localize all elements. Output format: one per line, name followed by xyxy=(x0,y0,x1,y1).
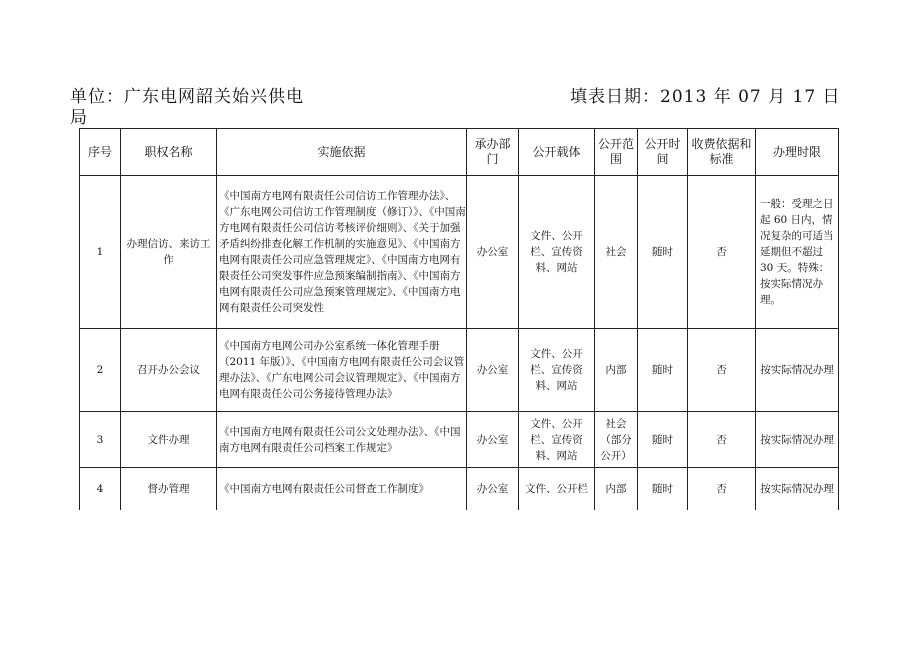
power-list-table xyxy=(79,128,839,510)
col-header-no: 序号 xyxy=(80,129,121,176)
row-time: 随时 xyxy=(638,468,688,511)
table-row xyxy=(80,176,839,329)
row-scope: 社会（部分公开） xyxy=(595,412,638,468)
row-dept: 办公室 xyxy=(467,329,519,412)
row-no: 1 xyxy=(80,176,121,329)
row-basis-text: 《中国南方电网公司办公室系统一体化管理手册（2011 年版）》、《中国南方电网有限责任公司会议管理办法》、《广东电网公司会议管理规定》、《中国南方电网有限责任公司公务接待管理办法》 xyxy=(219,340,465,400)
fill-date: 填表日期：2013 年 07 月 17 日 xyxy=(570,87,841,107)
row-basis xyxy=(217,329,467,412)
table-row xyxy=(80,468,839,511)
unit-label-continued: 局 xyxy=(70,108,87,128)
col-header-scope: 公开范围 xyxy=(595,129,638,176)
row-time: 随时 xyxy=(638,176,688,329)
row-scope: 社会 xyxy=(595,176,638,329)
row-no: 3 xyxy=(80,412,121,468)
row-dept: 办公室 xyxy=(467,176,519,329)
row-fee: 否 xyxy=(688,176,756,329)
row-fee: 否 xyxy=(688,468,756,511)
row-time: 随时 xyxy=(638,329,688,412)
row-carrier: 文件、公开栏、宣传资料、网站 xyxy=(519,412,595,468)
row-time: 随时 xyxy=(638,412,688,468)
row-no: 2 xyxy=(80,329,121,412)
unit-label: 单位：广东电网韶关始兴供电 xyxy=(70,87,304,107)
col-header-dept: 承办部门 xyxy=(467,129,519,176)
row-carrier: 文件、公开栏、宣传资料、网站 xyxy=(519,329,595,412)
row-limit: 按实际情况办理 xyxy=(756,329,839,412)
table-row xyxy=(80,412,839,468)
row-name: 办理信访、来访工作 xyxy=(121,176,217,329)
row-limit: 按实际情况办理 xyxy=(756,468,839,511)
row-limit: 按实际情况办理 xyxy=(756,412,839,468)
row-name: 文件办理 xyxy=(121,412,217,468)
row-basis xyxy=(217,176,467,329)
row-name: 召开办公会议 xyxy=(121,329,217,412)
row-limit: 一般：受理之日起 60 日内，情况复杂的可适当延期但不超过 30 天。特殊：按实际情况办理。 xyxy=(756,176,839,329)
row-carrier: 文件、公开栏 xyxy=(519,468,595,511)
row-basis-text: 《中国南方电网有限责任公司信访工作管理办法》、《广东电网公司信访工作管理制度（修订）》、《中国南方电网有限责任公司信访考核评价细则》、《关于加强矛盾纠纷排查化解工作机制的实施意见》、《中国南方电网有限责任公司应急管理规定》、《中国南方电网有限责任公司突发事件应急预案编制指南》、《中国南方电网有限责任公司应急预案管理规定》、《中国南方电网有限责任公司突发性 xyxy=(219,190,466,314)
col-header-time: 公开时间 xyxy=(638,129,688,176)
row-basis-text: 《中国南方电网有限责任公司公文处理办法》、《中国南方电网有限责任公司档案工作规定》 xyxy=(219,425,461,454)
row-scope: 内部 xyxy=(595,468,638,511)
row-dept: 办公室 xyxy=(467,412,519,468)
row-scope: 内部 xyxy=(595,329,638,412)
col-header-limit: 办理时限 xyxy=(756,129,839,176)
col-header-basis: 实施依据 xyxy=(217,129,467,176)
row-fee: 否 xyxy=(688,329,756,412)
row-no: 4 xyxy=(80,468,121,511)
row-basis xyxy=(217,412,467,468)
col-header-name: 职权名称 xyxy=(121,129,217,176)
row-carrier: 文件、公开栏、宣传资料、网站 xyxy=(519,176,595,329)
row-dept: 办公室 xyxy=(467,468,519,511)
row-fee: 否 xyxy=(688,412,756,468)
table-row xyxy=(80,329,839,412)
col-header-fee: 收费依据和标准 xyxy=(688,129,756,176)
col-header-carrier: 公开载体 xyxy=(519,129,595,176)
table-header-row xyxy=(80,129,839,176)
row-name: 督办管理 xyxy=(121,468,217,511)
row-basis xyxy=(217,468,467,511)
row-basis-text: 《中国南方电网有限责任公司督查工作制度》 xyxy=(219,483,429,495)
